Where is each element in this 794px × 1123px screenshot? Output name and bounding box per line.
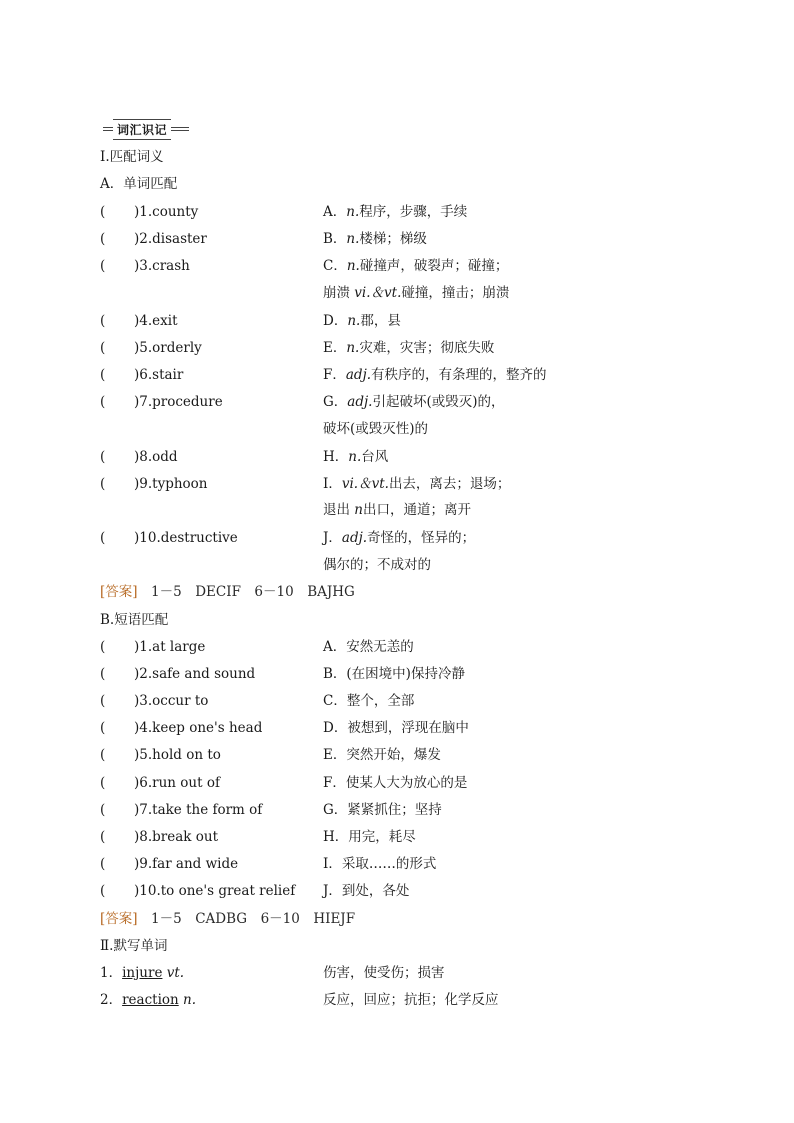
partB-answer: [答案] 1－5 CADBG 6－10 HIEJF	[100, 911, 356, 927]
phrase-item: ( )4.keep one's head	[100, 720, 263, 736]
partA-i-continuation: 退出 n出口，通道；离开	[323, 502, 471, 518]
word-item: ( )2.disaster	[100, 231, 207, 247]
answer-blank[interactable]: (	[100, 231, 106, 247]
phrase-item: ( )8.break out	[100, 829, 218, 845]
partA-g-continuation: 破坏(或毁灭性)的	[323, 421, 429, 437]
phrase-item: ( )10.to one's great relief	[100, 883, 296, 899]
answer-blank[interactable]: (	[100, 258, 106, 274]
word-item: ( )9.typhoon	[100, 476, 208, 492]
answer-blank[interactable]: (	[100, 693, 106, 709]
phrase-meaning: F．使某人大为放心的是	[323, 775, 468, 791]
phrase-meaning: A．安然无恙的	[323, 639, 414, 655]
answer-blank[interactable]: (	[100, 340, 106, 356]
answer-blank[interactable]: (	[100, 530, 106, 546]
answer-blank[interactable]: (	[100, 802, 106, 818]
answer-blank[interactable]: (	[100, 204, 106, 220]
word-item: ( )8.odd	[100, 449, 178, 465]
word-meaning: J．adj.奇怪的，怪异的；	[323, 530, 476, 546]
phrase-meaning: H．用完，耗尽	[323, 829, 416, 845]
answer-blank[interactable]: (	[100, 666, 106, 682]
answer-blank[interactable]: (	[100, 313, 106, 329]
section2-item-2-def: 反应，回应；抗拒；化学反应	[323, 992, 499, 1008]
phrase-meaning: I．采取……的形式	[323, 856, 437, 872]
phrase-item: ( )5.hold on to	[100, 747, 221, 763]
partA-j-continuation: 偶尔的；不成对的	[323, 557, 431, 573]
answer-blank[interactable]: (	[100, 367, 106, 383]
partA-answer: [答案] 1－5 DECIF 6－10 BAJHG	[100, 584, 355, 600]
answer-blank[interactable]: (	[100, 856, 106, 872]
word-meaning: G．adj.引起破坏(或毁灭)的，	[323, 394, 505, 410]
answer-blank[interactable]: (	[100, 775, 106, 791]
partB-title: B.短语匹配	[100, 612, 169, 628]
phrase-item: ( )7.take the form of	[100, 802, 263, 818]
word-item: ( )4.exit	[100, 313, 178, 329]
section2-title: Ⅱ.默写单词	[100, 938, 168, 954]
word-meaning: D．n.郡，县	[323, 313, 401, 329]
answer-blank[interactable]: (	[100, 476, 106, 492]
section2-item-1-def: 伤害，使受伤；损害	[323, 965, 445, 981]
section1-title: Ⅰ.匹配词义	[100, 149, 164, 165]
phrase-item: ( )1.at large	[100, 639, 206, 655]
section-badge	[103, 120, 189, 138]
word-meaning: H．n.台风	[323, 449, 389, 465]
section2-item-2: 2．reaction n.	[100, 992, 196, 1008]
phrase-item: ( )2.safe and sound	[100, 666, 256, 682]
answer-blank[interactable]: (	[100, 394, 106, 410]
answer-blank[interactable]: (	[100, 829, 106, 845]
word-meaning: I．vi.＆vt.出去，离去；退场；	[323, 476, 511, 492]
word-item: ( )3.crash	[100, 258, 190, 274]
partA-title: A．单词匹配	[100, 176, 178, 192]
word-item: ( )5.orderly	[100, 340, 202, 356]
answer-blank[interactable]: (	[100, 449, 106, 465]
word-meaning: A．n.程序，步骤，手续	[323, 204, 468, 220]
phrase-meaning: B．(在困境中)保持冷静	[323, 666, 465, 682]
phrase-item: ( )6.run out of	[100, 775, 220, 791]
word-meaning: B．n.楼梯；梯级	[323, 231, 427, 247]
answer-blank[interactable]: (	[100, 747, 106, 763]
phrase-item: ( )9.far and wide	[100, 856, 239, 872]
word-meaning: E．n.灾难，灾害；彻底失败	[323, 340, 495, 356]
word-item: ( )6.stair	[100, 367, 184, 383]
partA-c-continuation: 崩溃 vi.＆vt.碰撞，撞击；崩溃	[323, 285, 510, 301]
answer-blank[interactable]: (	[100, 720, 106, 736]
word-meaning: C．n.碰撞声，破裂声；碰撞；	[323, 258, 509, 274]
phrase-meaning: E．突然开始，爆发	[323, 747, 441, 763]
answer-blank[interactable]: (	[100, 883, 106, 899]
phrase-meaning: J．到处，各处	[323, 883, 410, 899]
answer-blank[interactable]: (	[100, 639, 106, 655]
word-item: ( )1.county	[100, 204, 199, 220]
phrase-meaning: C．整个，全部	[323, 693, 415, 709]
phrase-meaning: D．被想到，浮现在脑中	[323, 720, 469, 736]
badge-label: 词汇识记	[113, 119, 171, 140]
word-item: ( )7.procedure	[100, 394, 223, 410]
phrase-item: ( )3.occur to	[100, 693, 209, 709]
phrase-meaning: G．紧紧抓住；坚持	[323, 802, 442, 818]
word-item: ( )10.destructive	[100, 530, 238, 546]
word-meaning: F．adj.有秩序的，有条理的，整齐的	[323, 367, 547, 383]
section2-item-1: 1．injure vt.	[100, 965, 185, 981]
